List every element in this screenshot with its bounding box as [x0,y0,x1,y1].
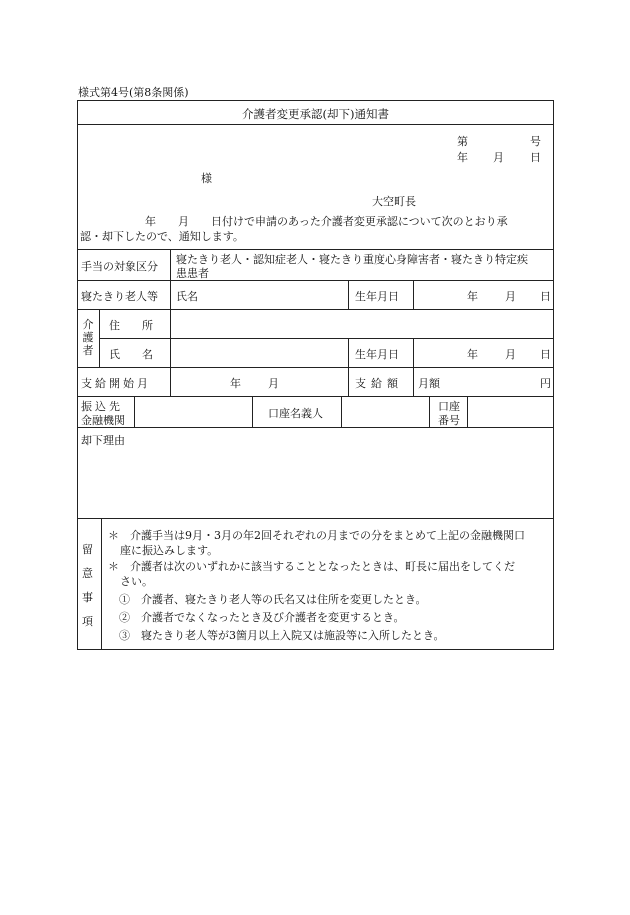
note-item2-line2: さい。 [120,575,153,588]
bank-account-label-line2: 番号 [438,414,460,427]
line-allowance-bottom [77,280,554,281]
vline-bank-account-value [467,396,468,427]
number-suffix: 号 [530,135,541,148]
caregiver-label [81,318,95,357]
vline-bank-account [429,396,430,427]
number-prefix: 第 [457,135,468,148]
vline-bank-holder-value [341,396,342,427]
allowance-line1: 寝たきり老人・認知症老人・寝たきり重度心身障害者・寝たきり特定疾 [176,253,528,266]
form-number: 様式第4号(第8条関係) [78,86,189,99]
notes-char-3: 事 [82,591,93,604]
note-item1-line1: ＊ 介護手当は9月・3月の年2回それぞれの月までの分をまとめて上記の金融機関口 [108,529,525,542]
caregiver-day: 日 [540,348,551,361]
caregiver-month: 月 [505,348,516,361]
payment-monthly-label: 月額 [418,377,440,390]
line-caregiver-bottom [77,367,554,368]
vline-bank-holder [252,396,253,427]
vline-caregiver-date [413,338,414,396]
patient-birth-label: 生年月日 [355,290,399,303]
vline-patient-date [413,280,414,309]
note-item2-line1: ＊ 介護者は次のいずれかに該当することとなったときは、町長に届出をしてくだ [108,560,515,573]
addressee-suffix: 様 [201,172,212,185]
caregiver-char-2: 護 [82,331,94,344]
vline-caregiver-birth [348,338,349,396]
vline-notes-label [101,518,102,650]
note-sub2: ② 介護者でなくなったとき及び介護者を変更するとき。 [119,611,405,624]
line-rejection-bottom [77,518,554,519]
notes-char-2: 意 [82,567,93,580]
note-sub1: ① 介護者、寝たきり老人等の氏名又は住所を変更したとき。 [119,593,427,606]
caregiver-name-label: 氏 名 [109,348,153,361]
payment-amount-label: 支給額 [355,377,403,390]
body-text-line2: 認・却下したので、通知します。 [80,230,244,243]
rejection-label: 却下理由 [81,434,125,447]
payment-yen: 円 [540,377,551,390]
vline-label-col [170,249,171,367]
payment-month: 月 [268,377,279,390]
header-month: 月 [493,151,504,164]
line-patient-bottom [77,309,554,310]
bank-account-label-line1: 口座 [438,400,460,413]
caregiver-char-3: 者 [82,344,94,357]
bank-label-line2: 金融機関 [81,414,125,427]
caregiver-birth-label: 生年月日 [355,348,399,361]
notes-char-4: 項 [82,615,93,628]
notes-char-1: 留 [82,543,93,556]
vline-payment-label [170,367,171,396]
header-year: 年 [457,151,468,164]
patient-label: 寝たきり老人等 [81,290,158,303]
payment-year: 年 [230,377,241,390]
bank-holder-label: 口座名義人 [268,407,323,420]
caregiver-char-1: 介 [82,318,94,331]
line-title [77,124,554,125]
line-payment-bottom [77,396,554,397]
patient-name-label: 氏名 [176,290,198,303]
note-sub3: ③ 寝たきり老人等が3箇月以上入院又は施設等に入所したとき。 [119,629,445,642]
line-caregiver-mid [99,338,554,339]
header-day: 日 [530,151,541,164]
body-text-line1: 年 月 日付けで申請のあった介護者変更承認について次のとおり承 [145,215,508,228]
line-bank-bottom [77,427,554,428]
vline-patient-birth [348,280,349,309]
bank-label-line1: 振込先 [81,400,123,413]
vline-caregiver-label [99,309,100,367]
allowance-label: 手当の対象区分 [81,260,158,273]
line-allowance-top [77,249,554,250]
note-item1-line2: 座に振込みします。 [120,544,219,557]
payment-start-label: 支給開始月 [81,377,151,390]
issuer: 大空町長 [372,195,416,208]
caregiver-year: 年 [467,348,478,361]
patient-year: 年 [467,290,478,303]
allowance-line2: 患患者 [176,267,209,280]
patient-month: 月 [505,290,516,303]
vline-bank-label [134,396,135,427]
form-title: 介護者変更承認(却下)通知書 [242,107,389,121]
patient-day: 日 [540,290,551,303]
caregiver-address-label: 住 所 [109,319,153,332]
